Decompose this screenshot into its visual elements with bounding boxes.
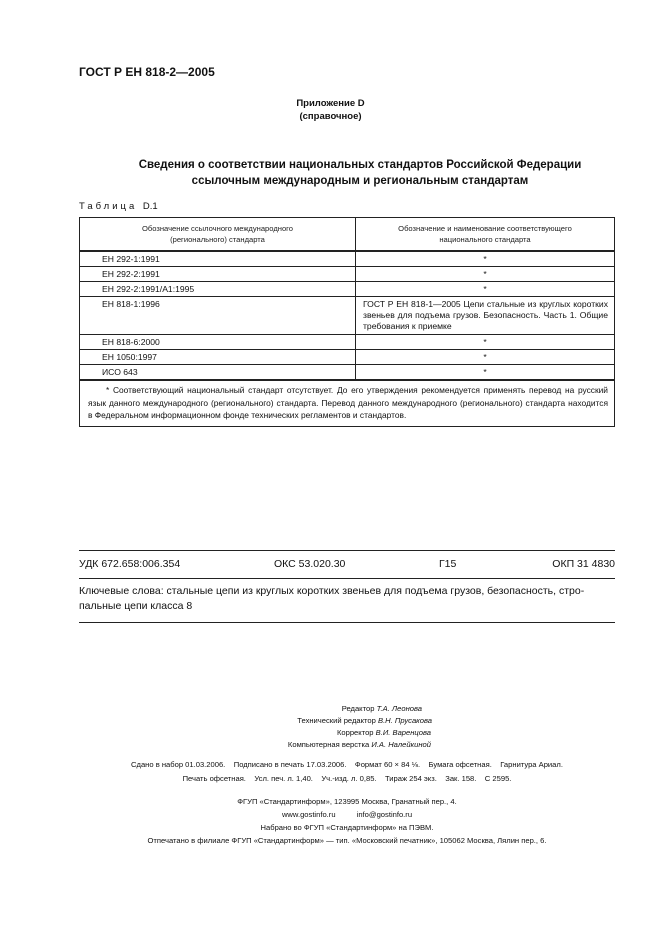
table-caption-word: Таблица [79,201,138,212]
divider [79,578,615,579]
section-title [60,157,660,189]
credit-name: В.И. Варенцова [375,728,431,737]
section-title-line-1: Сведения о соответствии национальных стандартов Российской Федерации [138,159,582,171]
table-row [80,335,615,350]
table-row [80,350,615,365]
group-code: Г15 [439,558,457,570]
reference-standard-code: ЕН 292-1:1991 [80,251,356,267]
reference-standard-code: ЕН 818-1:1996 [80,297,356,335]
table-row [80,365,615,381]
national-standard: ГОСТ Р ЕН 818-1—2005 Цепи стальные из круглых коротких звеньев для подъема грузов. Безопасность. Часть 1. Общие требования к приемке [356,297,615,335]
document-id: ГОСТ Р ЕН 818-2—2005 [79,65,215,79]
table-caption [79,201,158,212]
table-row [80,267,615,282]
editor-credit [160,703,494,715]
credit-name: И.А. Налейкиной [371,740,431,749]
table-header-row [80,218,615,252]
column-header-reference-standard [80,218,356,252]
table-footnote: * Соответствующий национальный стандарт отсутствует. До его утверждения рекомендуется применять перевод на русский язык данного международного (регионального) стандарта. Перевод данного международного (регионального) стандарта находится в Федеральном информационном фонде технических регламентов и стандартов. [80,380,615,426]
column-header-national-standard [356,218,615,252]
credit-name: В.Н. Прусакова [378,716,432,725]
correspondence-table [79,217,615,427]
divider [79,550,615,551]
reference-standard-code: ЕН 1050:1997 [80,350,356,365]
credit-label: Технический редактор [297,716,376,725]
annex-type: (справочное) [299,111,362,122]
national-standard: * [356,267,615,282]
proofreader-credit [160,727,494,739]
publisher-address: ФГУП «Стандартинформ», 123995 Москва, Гранатный пер., 4. [237,797,457,806]
publisher-web: www.gostinfo.ru info@gostinfo.ru [281,810,413,819]
reference-standard-code: ИСО 643 [80,365,356,381]
udc-code: УДК 672.658:006.354 [79,558,181,570]
imprint-line-1: Сдано в набор 01.03.2006. Подписано в печать 17.03.2006. Формат 60 × 84 ⅛. Бумага офсетная. Гарнитура Ариал. [131,760,563,769]
credit-name: Т.А. Леонова [376,704,422,713]
tech-editor-credit [160,715,494,727]
table-row [80,251,615,267]
keywords-line-2: пальные цепи класса 8 [79,599,193,612]
okp-code: ОКП 31 4830 [552,558,615,570]
credit-label: Корректор [336,728,374,737]
column-header-line: Обозначение ссылочного международного [141,224,294,233]
typesetting-note: Набрано во ФГУП «Стандартинформ» на ПЭВМ. [260,823,434,832]
credits-block [160,703,494,751]
table-row [80,297,615,335]
reference-standard-code: ЕН 292-2:1991 [80,267,356,282]
column-header-line: Обозначение и наименование соответствующего [398,224,572,233]
column-header-line: национального стандарта [439,235,531,244]
national-standard: * [356,335,615,350]
table-row [80,282,615,297]
table-caption-number: D.1 [142,201,158,212]
layout-credit [160,739,494,751]
national-standard: * [356,251,615,267]
divider [79,622,615,623]
column-header-line: (регионального) стандарта [170,235,265,244]
keywords [79,584,609,613]
table-footnote-row [80,380,615,426]
national-standard: * [356,350,615,365]
reference-standard-code: ЕН 292-2:1991/А1:1995 [80,282,356,297]
credit-label: Компьютерная верстка [287,740,370,749]
printing-note: Отпечатано в филиале ФГУП «Стандартинформ» — тип. «Московский печатник», 105062 Москва, Лялин пер., 6. [147,836,547,845]
keywords-line-1: Ключевые слова: стальные цепи из круглых коротких звеньев для подъема грузов, безопасность, стро- [79,585,585,597]
national-standard: * [356,365,615,381]
oks-code: ОКС 53.020.30 [274,558,346,570]
reference-standard-code: ЕН 818-6:2000 [80,335,356,350]
annex-title: Приложение D [296,98,365,109]
credit-label: Редактор [341,704,375,713]
national-standard: * [356,282,615,297]
imprint-line-2: Печать офсетная. Усл. печ. л. 1,40. Уч.-изд. л. 0,85. Тираж 254 экз. Зак. 158. С 2595. [182,774,512,783]
section-title-line-2: ссылочным международным и региональным стандартам [191,175,529,187]
